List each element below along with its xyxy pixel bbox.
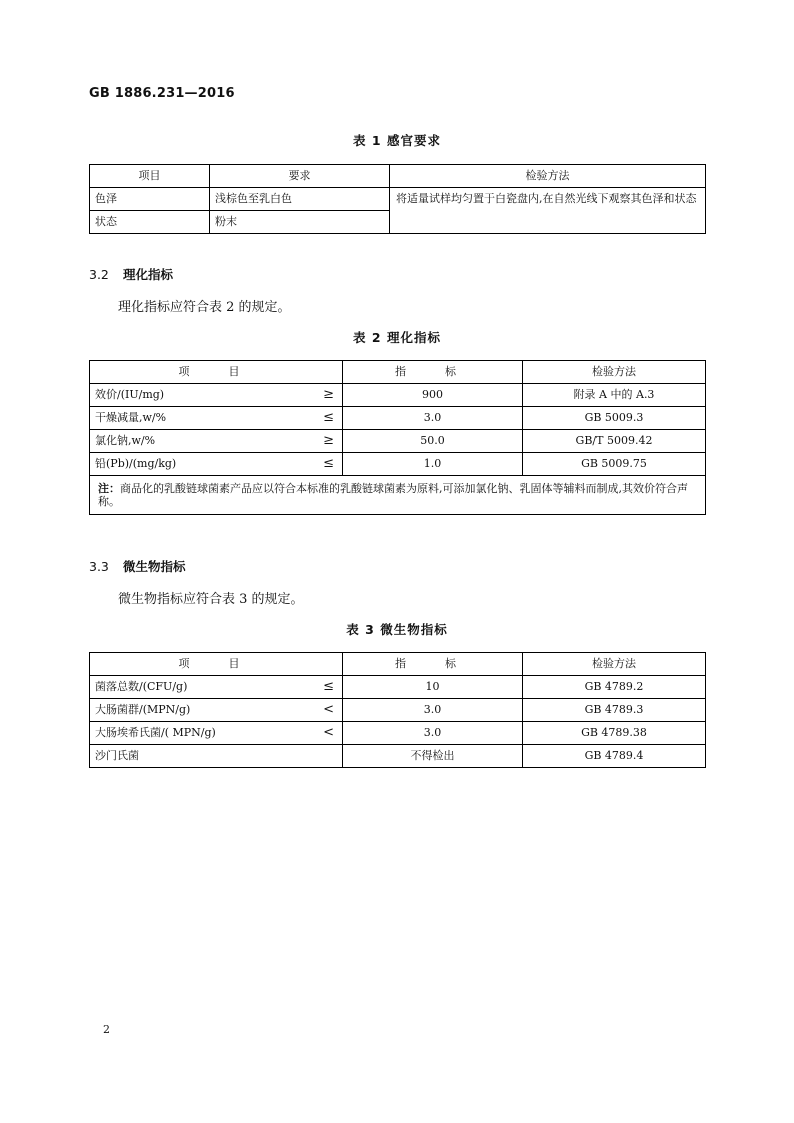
table1-header-method: 检验方法 [390,165,706,188]
table2-value: 1.0 [343,453,523,476]
table2-note-text: 商品化的乳酸链球菌素产品应以符合本标准的乳酸链球菌素为原料,可添加氯化钠、乳固体等辅料而制成,其效价符合声称。 [98,482,688,509]
comparison-symbol: < [323,702,334,718]
table3-item-cell [90,745,343,768]
section-3-3-number: 3.3 [89,559,109,574]
table2-item-cell [90,384,343,407]
table2-method: 附录 A 中的 A.3 [523,384,706,407]
comparison-symbol: ≤ [323,456,334,472]
section-3-2-text: 理化指标应符合表 2 的规定。 [118,300,291,315]
table2-note [90,476,706,515]
table1-requirement-color: 浅棕色至乳白色 [210,188,390,211]
table1-item-color: 色泽 [90,188,210,211]
table2-method: GB/T 5009.42 [523,430,706,453]
table3-item-label: 大肠菌群/(MPN/g) [95,703,191,717]
section-3-3-title: 微生物指标 [123,559,186,574]
table2-item-cell [90,430,343,453]
comparison-symbol: ≥ [323,433,334,449]
table-row [90,188,706,211]
table2-item-cell [90,407,343,430]
table-row [90,676,706,699]
table1-requirement-state: 粉末 [210,211,390,234]
table2-caption: 表 2 理化指标 [353,330,441,345]
table2-item-label: 氯化钠,w/% [95,434,156,448]
table3-value: 不得检出 [343,745,523,768]
comparison-symbol: ≤ [323,410,334,426]
table3-item-label: 沙门氏菌 [95,749,139,763]
table3-item-cell [90,676,343,699]
comparison-symbol: ≤ [323,679,334,695]
table3-method: GB 4789.2 [523,676,706,699]
table2-note-label: 注： [98,482,120,495]
standard-code-header: GB 1886.231—2016 [89,86,235,101]
table3-item-cell [90,699,343,722]
table2-physicochemical-indicators [89,360,706,515]
table2-value: 900 [343,384,523,407]
table-row [90,407,706,430]
section-3-3-text: 微生物指标应符合表 3 的规定。 [118,592,304,607]
table2-note-row [90,476,706,515]
page-number: 2 [103,1023,110,1036]
table2-item-label: 干燥减量,w/% [95,411,167,425]
table-row [90,430,706,453]
table3-method: GB 4789.38 [523,722,706,745]
table3-header-row [90,653,706,676]
table3-value: 3.0 [343,722,523,745]
table3-header-item: 项 目 [90,653,343,676]
table2-item-cell [90,453,343,476]
table2-method: GB 5009.75 [523,453,706,476]
section-3-2-title: 理化指标 [123,267,174,282]
table-row [90,745,706,768]
table1-header-requirement: 要求 [210,165,390,188]
section-3-3-heading [89,557,186,575]
table2-header-item: 项 目 [90,361,343,384]
table3-item-label: 菌落总数/(CFU/g) [95,680,188,694]
table3-microbiological-indicators [89,652,706,768]
table2-item-label: 铅(Pb)/(mg/kg) [95,457,177,471]
table1-header-row [90,165,706,188]
table3-method: GB 4789.3 [523,699,706,722]
table3-header-indicator: 指 标 [343,653,523,676]
table-row [90,722,706,745]
table2-header-indicator: 指 标 [343,361,523,384]
table3-caption: 表 3 微生物指标 [346,622,448,637]
table1-sensory-requirements [89,164,706,234]
comparison-symbol: ≥ [323,387,334,403]
table2-item-label: 效价/(IU/mg) [95,388,165,402]
table1-item-state: 状态 [90,211,210,234]
table2-header-method: 检验方法 [523,361,706,384]
comparison-symbol: < [323,725,334,741]
table2-value: 50.0 [343,430,523,453]
table1-header-item: 项目 [90,165,210,188]
table3-header-method: 检验方法 [523,653,706,676]
table3-item-cell [90,722,343,745]
table3-item-label: 大肠埃希氏菌/( MPN/g) [95,726,216,740]
table2-header-row [90,361,706,384]
table-row [90,453,706,476]
table3-method: GB 4789.4 [523,745,706,768]
table-row [90,384,706,407]
section-3-2-number: 3.2 [89,267,109,282]
table3-value: 3.0 [343,699,523,722]
section-3-2-heading [89,265,173,283]
table2-value: 3.0 [343,407,523,430]
table3-value: 10 [343,676,523,699]
table1-method: 将适量试样均匀置于白瓷盘内,在自然光线下观察其色泽和状态 [390,188,706,234]
table1-caption: 表 1 感官要求 [353,133,441,148]
table-row [90,699,706,722]
table2-method: GB 5009.3 [523,407,706,430]
